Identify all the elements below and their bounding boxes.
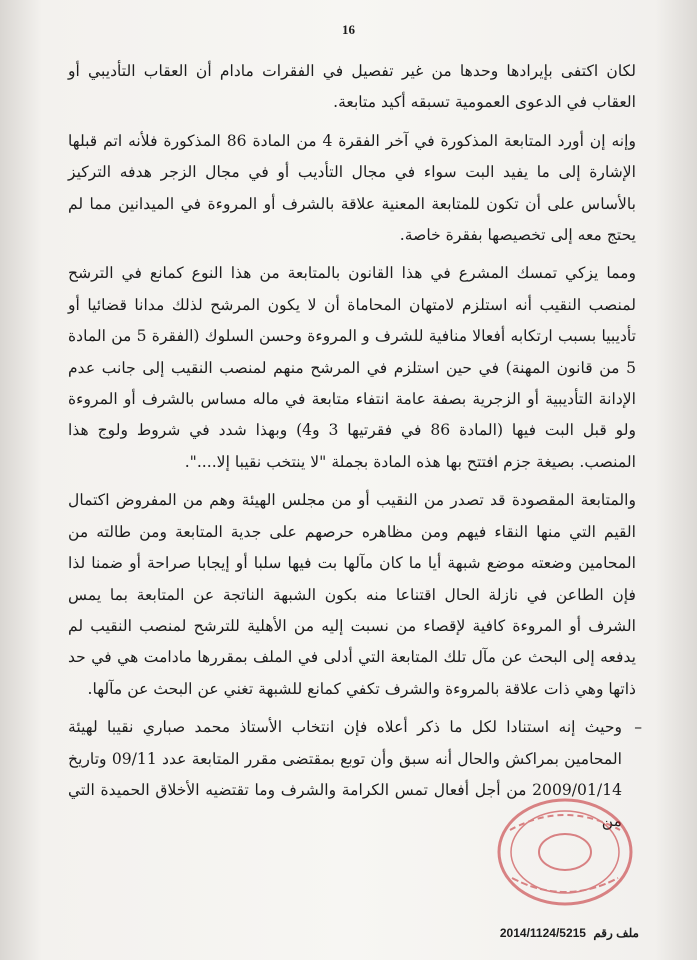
paragraph-5: – وحيث إنه استنادا لكل ما ذكر أعلاه فإن انتخاب الأستاذ محمد صباري نقيبا لهيئة المحامين بمراكش والحال أنه سبق وأن توبع بمقتضى مقرر المتابعة عدد 09/11 وتاريخ 2009/01/14 من أجل أفعال تمس الكرامة والشرف وما تقتضيه الأخلاق الحميدة التي من — [68, 712, 636, 838]
file-number — [500, 926, 639, 940]
file-number-value: 2014/1124/5215 — [499, 926, 586, 940]
paragraph-3: ومما يزكي تمسك المشرع في هذا القانون بالمتابعة من هذا النوع كمانع في الترشح لمنصب النقيب أنه استلزم لامتهان المحاماة أن لا يكون المرشح لذلك مدانا قضائيا أو تأديبيا بسبب ارتكابه أفعالا منافية للشرف و المروءة وحسن السلوك (الفقرة 5 من المادة 5 من قانون المهنة) في حين استلزم في المرشح منهم لمنصب النقيب إلى جانب عدم الإدانة التأديبية أو الزجرية بصفة عامة انتفاء متابعة في ماله مساس بالشرف أو المروءة ولو قبل البت فيها (المادة 86 في فقرتيها 3 و4) وبهذا شدد في شروط ولوج هذا المنصب. بصيغة جزم افتتح بها هذه المادة بجملة "لا ينتخب نقيبا إلا....". — [68, 264, 636, 471]
file-number-label: ملف رقم — [593, 926, 639, 940]
paragraph-1: لكان اكتفى بإيرادها وحدها من غير تفصيل في الفقرات مادام أن العقاب التأديبي أو العقاب في الدعوى العمومية تسبقه أكيد متابعة. — [68, 62, 637, 112]
paragraph-2: وإنه إن أورد المتابعة المذكورة في آخر الفقرة 4 من المادة 86 المذكورة فلأنه اتم قبلها الإشارة إلى ما يفيد البت سواء في مجال التأديب أو في مجال الزجر هدفه التركيز بالأساس على أن تكون للمتابعة المعنية علاقة بالشرف أو المروءة في الميدانين مما لم يحتج معه إلى تخصيصها بفقرة خاصة. — [68, 131, 637, 245]
page-number: 16 — [342, 22, 355, 37]
document-body — [68, 56, 636, 845]
paragraph-4: والمتابعة المقصودة قد تصدر من النقيب أو من مجلس الهيئة وهم من المفروض اكتمال القيم التي منها النقاء فيهم ومن مظاهره حرصهم على جدية المتابعة ومن طالته من المحامين وضعته موضع شبهة أيا ما كان مآلها بت فيها سلبا أو إيجابا صراحة أو ضمنا لذا فإن الطاعن في نازلة الحال اقتناعا منه بكون الشبهة الناتجة عن المتابعة بما يمس الشرف أو المروءة كافية لإقصاء من نسبت إليه من الأهلية للترشح لمنصب النقيب لم يدفعه إلى البحث عن مآل تلك المتابعة التي أدلى في الملف بمقررها مادامت هي في حد ذاتها وهي ذات علاقة بالمروءة والشرف تكفي كمانع للشبهة تغني عن البحث عن مآلها. — [68, 491, 636, 698]
